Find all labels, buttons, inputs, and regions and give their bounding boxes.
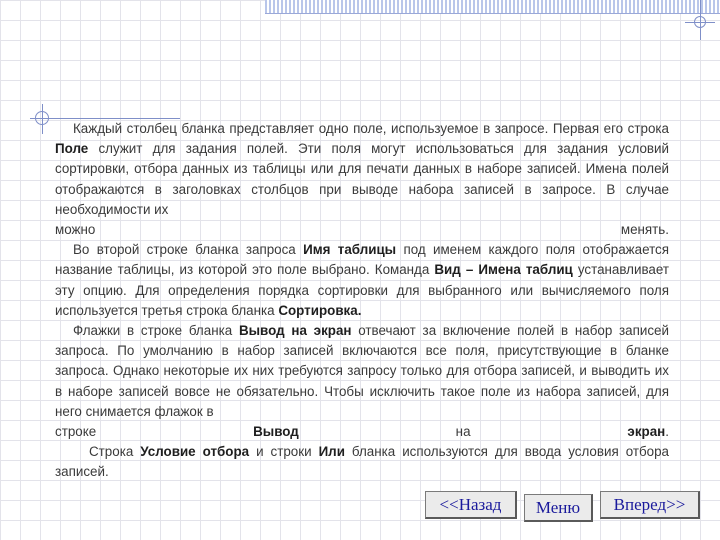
term-show-on-screen: Вывод на экран (238, 323, 352, 339)
back-button[interactable]: <<Назад (425, 491, 517, 519)
term-table-name: Имя таблицы (303, 242, 397, 258)
paragraph-marker-circle (35, 111, 49, 125)
term-selection-condition: Условие отбора (140, 444, 250, 460)
paragraph-3-last-line (55, 422, 669, 442)
paragraph-4-text-c: бланка используются для ввода условия отбора записей. (55, 444, 669, 480)
paragraph-3-text-b: отвечают за включение полей в набор записей запроса. По умолчанию в набор записей включаются все поля, присутствующие в бланке запроса. Однако некоторые их них требуются запросу только для отбора записей, и выводить их в наборе записей вовсе не обязательно. Чтобы исключить такое поле из набора записей, для него снимается флажок в (55, 323, 669, 419)
corner-decor-circle (694, 16, 706, 28)
term-field: Поле (55, 141, 89, 157)
forward-button[interactable]: Вперед>> (600, 491, 700, 519)
paragraph-2-text-c: устанавливает эту опцию. Для определения порядка сортировки для выбранного или вычисляемого поля используется третья строка бланка (55, 262, 669, 318)
paragraph-1-last-line (55, 220, 669, 240)
paragraph-1 (55, 119, 669, 240)
paragraph-2-text-b: под именем каждого поля отображается название таблицы, из которой это поле выбрано. Команда (55, 242, 669, 278)
term-show: Вывод (253, 424, 299, 440)
menu-button[interactable]: Меню (524, 494, 593, 522)
paragraph-4-text-b: и строки (249, 444, 319, 460)
paragraph-3-word-on: на (455, 424, 471, 440)
paragraph-3-word-row: строке (55, 424, 97, 440)
term-or: Или (318, 444, 345, 460)
top-decor-band (265, 0, 720, 14)
paragraph-2-text-a: Во второй строке бланка запроса (73, 242, 304, 258)
term-sort: Сортировка. (278, 302, 362, 318)
paragraph-3-screen-group (627, 424, 669, 439)
paragraph-1-last-word-left: можно (55, 222, 96, 238)
paragraph-1-text-b: служит для задания полей. Эти поля могут использоваться для задания условий сортировки, отбора данных из таблицы или для печати данных в наборе записей. Имена полей отображаются в заголовках столбцов при выводе набора записей в запросе. В случае необходимости их (55, 141, 669, 217)
body-text (55, 119, 669, 483)
paragraph-3 (55, 321, 669, 442)
paragraph-4-text-a: Строка (89, 444, 141, 460)
paragraph-3-period: . (665, 424, 669, 440)
paragraph-1-text-a: Каждый столбец бланка представляет одно поле, используемое в запросе. Первая его строка (73, 121, 669, 136)
term-screen: экран (627, 424, 666, 440)
paragraph-3-text-a: Флажки в строке бланка (73, 323, 239, 339)
term-view-table-names: Вид – Имена таблиц (434, 262, 573, 278)
paragraph-4 (55, 442, 669, 482)
paragraph-1-last-word-right: менять. (620, 222, 669, 238)
paragraph-2 (55, 240, 669, 321)
